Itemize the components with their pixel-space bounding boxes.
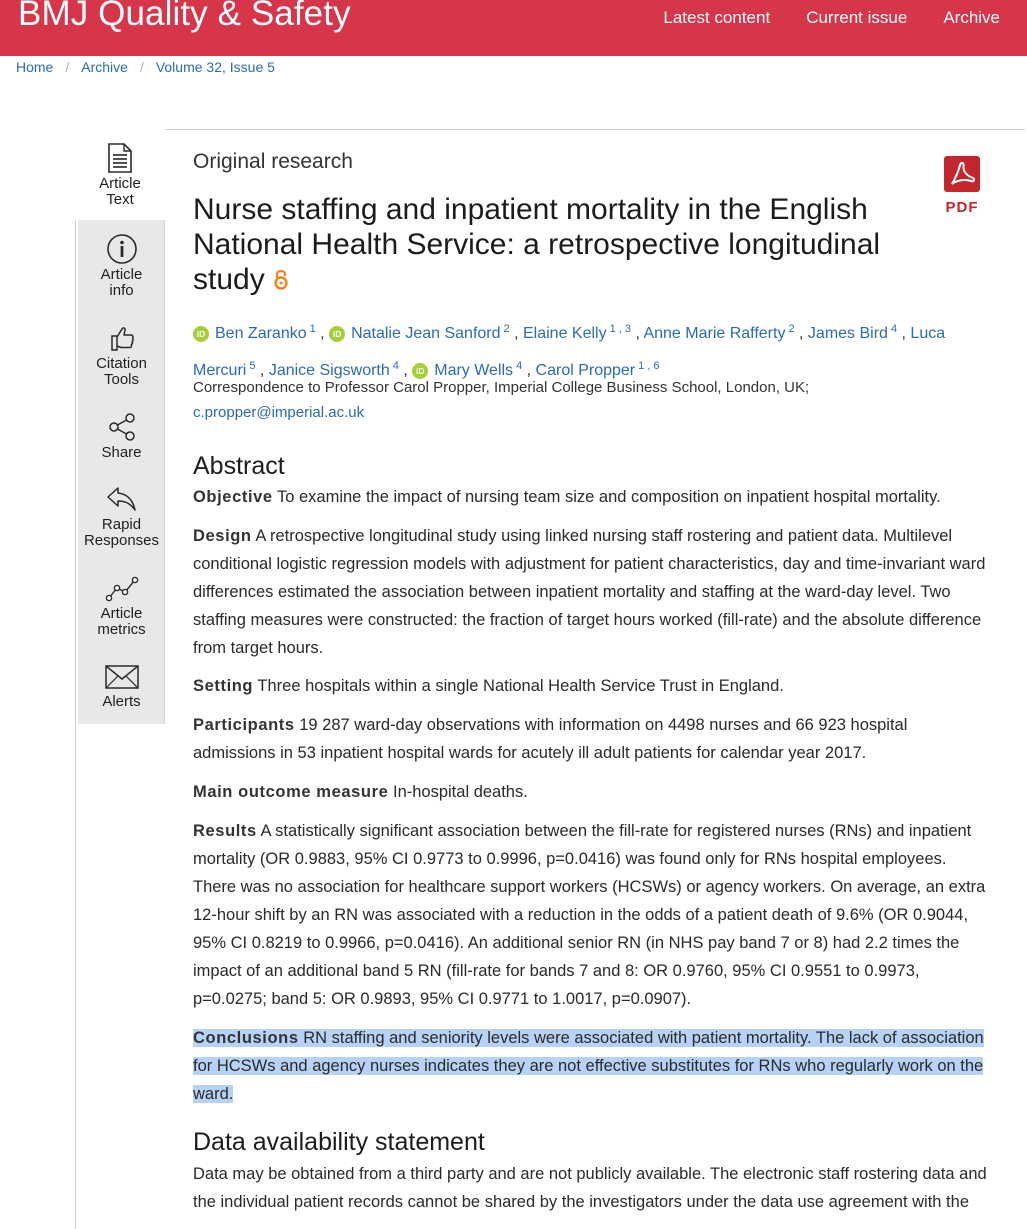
top-navigation <box>663 8 1000 28</box>
abstract-results <box>193 817 988 1013</box>
abstract-heading: Abstract <box>193 452 285 480</box>
page-title <box>193 192 893 297</box>
article-header <box>193 150 993 174</box>
sidebar-item-label: metrics <box>97 621 146 638</box>
pdf-label: PDF <box>945 199 979 216</box>
nav-archive[interactable]: Archive <box>943 8 1000 27</box>
nav-latest-content[interactable]: Latest content <box>663 8 771 27</box>
envelope-icon <box>104 662 140 692</box>
section-text: In-hospital deaths. <box>392 783 528 801</box>
author-list: iD Ben Zaranko $^1$ , iD Natalie Jean Sanford $^2$ , Elaine Kelly $^{1 , 3}$ , Anne Marie Rafferty $^2$ , James Bird $^4$ , Luca Mercuri $^5$ , Janice Sigsworth $^4$ , iD Mary Wells $^4$ , Carol Propper $^{1 , 6}$ <box>193 323 946 379</box>
section-label: Conclusions <box>193 1029 299 1047</box>
sidebar-item-label: Text <box>106 191 134 208</box>
sidebar-item-alerts[interactable] <box>78 662 165 710</box>
author-affiliation[interactable]: 2 <box>788 323 795 335</box>
sidebar-item-label: Alerts <box>102 693 141 710</box>
author-affiliation[interactable]: 1 , 6 <box>638 360 660 372</box>
author-link[interactable]: Carol Propper <box>535 362 636 379</box>
author-link[interactable]: Elaine Kelly <box>522 325 607 342</box>
author-link[interactable]: James Bird <box>807 325 888 342</box>
section-text: RN staffing and seniority levels were associated with patient mortality. The lack of association for HCSWs and agency nurses indicates they are not effective substitutes for RNs who regularly work on the ward. <box>193 1029 984 1103</box>
reply-icon <box>105 483 139 515</box>
author-affiliation[interactable]: 4 <box>890 323 898 335</box>
section-text: To examine the impact of nursing team size and composition on inpatient hospital mortality. <box>276 488 941 506</box>
section-label: Main outcome measure <box>193 783 389 801</box>
author-link[interactable]: Janice Sigsworth <box>268 362 390 379</box>
article-sidebar <box>78 219 165 724</box>
open-access-icon <box>273 267 289 291</box>
breadcrumb-issue[interactable]: Volume 32, Issue 5 <box>155 59 275 75</box>
sidebar-item-label: Citation <box>96 355 147 372</box>
article-type: Original research <box>193 150 353 173</box>
sidebar-item-rapid-responses[interactable] <box>78 483 165 549</box>
author-link[interactable]: Anne Marie Rafferty <box>643 325 786 342</box>
sidebar-item-label: info <box>109 282 134 299</box>
section-text: A statistically significant association between the fill-rate for registered nurses (RNs) and inpatient mortality (OR 0.9883, 95% CI 0.9773 to 0.9996, p=0.0416) was found only for RNs hospital employees. There was no association for healthcare support workers (HCSWs) or agency workers. On average, an extra 12-hour shift by an RN was associated with a reduction in the odds of a patient death of 9.6% (OR 0.9044, 95% CI 0.8219 to 0.9966, p=0.0416). An additional senior RN (in NHS pay band 7 or 8) had 2.2 times the impact of an additional band 5 RN (fill-rate for bands 7 and 8: OR 0.9760, 95% CI 0.9551 to 0.9973, p=0.0275; band 5: OR 0.9893, 95% CI 0.9771 to 1.0017, p=0.0907). <box>193 822 986 1008</box>
site-header <box>0 0 1027 56</box>
author-affiliation[interactable]: 1 , 3 <box>609 323 631 335</box>
sidebar-item-label: Responses <box>83 532 160 549</box>
correspondence-email[interactable]: c.propper@imperial.ac.uk <box>193 404 365 421</box>
sidebar-item-label: Tools <box>103 371 140 388</box>
author-affiliation[interactable]: 5 <box>249 360 256 372</box>
abstract-design <box>193 522 988 662</box>
breadcrumb-archive[interactable]: Archive <box>81 59 128 75</box>
pdf-icon <box>943 155 981 193</box>
breadcrumb-home[interactable]: Home <box>16 59 54 75</box>
nav-current-issue[interactable]: Current issue <box>806 8 908 27</box>
article-title: Nurse staffing and inpatient mortality in the English National Health Service: a retrospective longitudinal study <box>193 193 881 296</box>
correspondence-text: Correspondence to Professor Carol Propper, Imperial College Business School, London, UK; <box>193 379 810 396</box>
section-label: Design <box>193 527 252 545</box>
journal-logo[interactable]: BMJ Quality & Safety <box>18 0 351 33</box>
sidebar-item-label: Share <box>101 444 142 461</box>
share-icon <box>106 411 138 443</box>
metrics-icon <box>105 572 139 604</box>
author-affiliation[interactable]: 4 <box>392 360 399 372</box>
correspondence <box>193 375 993 425</box>
data-availability-heading: Data availability statement <box>193 1128 485 1156</box>
sidebar-item-article-metrics[interactable] <box>78 572 165 638</box>
section-text: A retrospective longitudinal study using linked nursing staff rostering and patient data. Multilevel conditional logistic regression models with adjustment for patient characteristics, day and time-invariant ward differences estimated the association between inpatient mortality and staffing at the ward-day level. Two staffing measures were constructed: the fraction of target hours worked (fill-rate) and the absolute difference from target hours. <box>193 527 986 657</box>
abstract-setting <box>193 672 988 700</box>
thumbs-up-icon <box>106 322 138 354</box>
orcid-icon[interactable]: iD <box>329 326 345 342</box>
author-link[interactable]: Luca Mercuri <box>193 325 946 379</box>
selected-text[interactable] <box>193 1029 984 1103</box>
breadcrumb <box>16 59 275 75</box>
sidebar-item-article-info[interactable] <box>78 233 165 299</box>
abstract-conclusions[interactable] <box>193 1024 988 1108</box>
section-label: Setting <box>193 677 254 695</box>
sidebar-item-article-text[interactable] <box>75 129 166 220</box>
section-label: Results <box>193 822 257 840</box>
author-link[interactable]: Ben Zaranko <box>215 325 307 342</box>
sidebar-item-label: Article <box>99 175 141 192</box>
pdf-download-button[interactable] <box>941 155 983 216</box>
breadcrumb-separator: / <box>65 59 70 75</box>
section-label: Objective <box>193 488 273 506</box>
breadcrumb-separator: / <box>139 59 144 75</box>
abstract-objective <box>193 483 988 511</box>
document-icon <box>106 142 134 174</box>
author-link[interactable]: Natalie Jean Sanford <box>351 325 501 342</box>
section-label: Participants <box>193 716 295 734</box>
orcid-icon[interactable]: iD <box>412 363 428 379</box>
sidebar-item-share[interactable] <box>78 411 165 461</box>
sidebar-item-label: Rapid <box>101 516 142 533</box>
section-text: Three hospitals within a single National Health Service Trust in England. <box>257 677 784 695</box>
abstract-outcome <box>193 778 988 806</box>
section-text: 19 287 ward-day observations with information on 4498 nurses and 66 923 hospital admissions in 53 inpatient hospital wards for acutely ill adult patients for calendar year 2017. <box>193 716 908 762</box>
author-link[interactable]: Mary Wells <box>434 362 514 379</box>
sidebar-item-label: Article <box>100 266 143 283</box>
author-affiliation[interactable]: 4 <box>516 360 523 372</box>
data-availability-text: Data may be obtained from a third party and are not publicly available. The electronic staff rostering data and the individual patient records cannot be shared by the investigators under the data use agreement with the <box>193 1165 987 1211</box>
info-icon <box>106 233 138 265</box>
abstract-participants <box>193 711 988 767</box>
orcid-icon[interactable]: iD <box>193 326 209 342</box>
sidebar-item-label: Article <box>100 605 143 622</box>
sidebar-item-citation-tools[interactable] <box>78 322 165 388</box>
author-affiliation[interactable]: 2 <box>503 323 510 335</box>
author-affiliation[interactable]: 1 <box>309 323 316 335</box>
